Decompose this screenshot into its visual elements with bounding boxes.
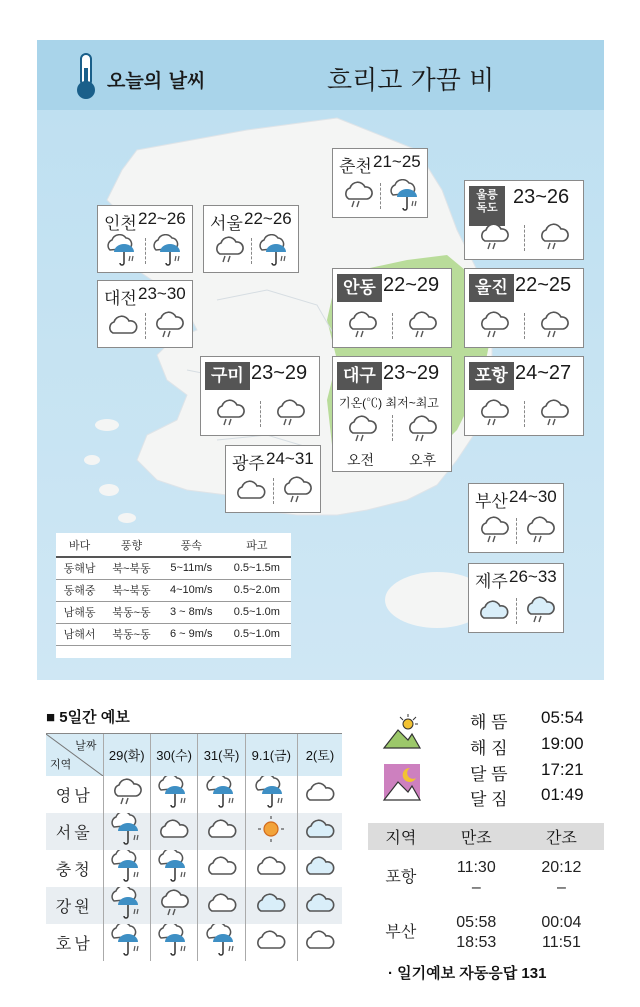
cloud-rain-icon: [157, 887, 191, 919]
page-title: 오늘의 날씨: [107, 70, 206, 92]
sea-header: 풍속: [160, 533, 223, 557]
rain-umbrella-icon: [104, 234, 140, 268]
table-row: [46, 924, 342, 961]
rain-umbrella-icon: [205, 924, 239, 956]
sea-conditions-table: [56, 533, 291, 658]
city-name: 대구: [337, 362, 382, 390]
city-card-uljin: [464, 268, 584, 348]
forecast-cell: [198, 813, 245, 850]
legend-temp-label: 기온(℃) 최저~최고: [339, 396, 439, 410]
cloud-icon: [205, 887, 239, 919]
partly-cloudy-icon: [254, 887, 288, 919]
forecast-cell: [245, 850, 297, 887]
table-row: [56, 557, 291, 579]
legend-am-label: 오전: [347, 452, 375, 468]
table-row: [46, 776, 342, 813]
forecast-cell: [103, 776, 150, 813]
five-day-forecast-table: [46, 733, 342, 961]
cloud-rain-icon: [273, 397, 307, 429]
forecast-cell: [198, 850, 245, 887]
cloud-icon: [254, 850, 288, 882]
table-row: [56, 601, 291, 623]
city-card-gwangju: [225, 445, 321, 513]
city-temp: 23~30: [138, 284, 186, 303]
forecast-cell: [103, 924, 150, 961]
sea-cell: 0.5~1.5m: [223, 557, 291, 579]
sunset-label: 해 짐: [470, 739, 508, 758]
forecast-day-header: 31(목): [198, 734, 245, 776]
forecast-cell: [297, 776, 342, 813]
moonrise-icon: [382, 762, 422, 802]
city-temp: 23~26: [513, 186, 570, 208]
partly-cloudy-icon: [303, 850, 337, 882]
cloud-icon: [303, 924, 337, 956]
forecast-cell: [150, 850, 197, 887]
forecast-cell: [150, 813, 197, 850]
city-card-pohang: [464, 356, 584, 436]
city-name: 포항: [469, 362, 514, 390]
forecast-cell: [297, 850, 342, 887]
corner-region-label: 지역: [50, 758, 72, 771]
cloud-rain-icon: [345, 413, 379, 445]
city-card-seoul: [203, 205, 299, 273]
city-name: 안동: [337, 274, 382, 302]
cloud-rain-icon: [110, 776, 144, 808]
forecast-cell: [150, 776, 197, 813]
rain-umbrella-icon: [256, 234, 292, 268]
sea-header: 파고: [223, 533, 291, 557]
table-row: [368, 906, 604, 960]
forecast-day-header: 2(토): [297, 734, 342, 776]
sea-cell: 북동~동: [103, 601, 160, 623]
rain-umbrella-icon: [387, 179, 423, 213]
moonrise-label: 달 뜸: [470, 765, 508, 784]
city-card-gumi: [200, 356, 320, 436]
cloud-icon: [303, 776, 337, 808]
sea-cell: 남해동: [56, 601, 103, 623]
partly-cloudy-icon: [303, 887, 337, 919]
city-name: 제주: [475, 572, 508, 591]
sea-cell: 북~북동: [103, 579, 160, 601]
sea-header: 풍향: [103, 533, 160, 557]
forecast-region: 충청: [55, 861, 93, 879]
sea-cell: 동해남: [56, 557, 103, 579]
city-temp: 22~25: [515, 274, 572, 296]
table-row: [56, 579, 291, 601]
tide-table: [368, 823, 604, 960]
city-card-ulleung: [464, 180, 584, 260]
sea-cell: 0.5~1.0m: [223, 601, 291, 623]
city-name: 구미: [205, 362, 250, 390]
forecast-region: 강원: [46, 887, 103, 924]
tide-header: 간조: [519, 823, 604, 850]
cloud-rain-icon: [341, 179, 375, 211]
city-card-daegu: [332, 356, 452, 472]
cloud-rain-icon: [537, 397, 571, 429]
forecast-cell: [245, 924, 297, 961]
tide-header: 지역: [368, 823, 434, 850]
sunrise-time: 05:54: [541, 708, 584, 727]
sea-cell: 남해서: [56, 623, 103, 645]
forecast-cell: [103, 887, 150, 924]
phone-service-note: · 일기예보 자동응답 131: [388, 965, 547, 982]
sea-cell: 4~10m/s: [160, 579, 223, 601]
forecast-cell: [297, 924, 342, 961]
city-temp: 24~30: [509, 487, 557, 506]
sunrise-label: 해 뜸: [470, 713, 508, 732]
cloud-rain-icon: [405, 309, 439, 341]
cloud-rain-icon: [405, 413, 439, 445]
weather-headline: 흐리고 가끔 비: [327, 66, 495, 96]
city-temp: 21~25: [373, 152, 421, 171]
city-name: 부산: [475, 492, 508, 511]
rain-umbrella-icon: [110, 813, 144, 845]
city-name: 춘천: [339, 157, 372, 176]
tide-high: 05:58 18:53: [456, 914, 497, 951]
city-card-busan: [468, 483, 564, 553]
forecast-day-header: 29(화): [103, 734, 150, 776]
forecast-cell: [198, 887, 245, 924]
table-row: [56, 623, 291, 645]
city-temp: 23~29: [251, 362, 308, 384]
thermometer-icon: [73, 52, 99, 100]
sea-cell: 0.5~2.0m: [223, 579, 291, 601]
city-temp: 22~26: [244, 209, 292, 228]
city-temp: 23~29: [383, 362, 440, 384]
cloud-rain-icon: [213, 397, 247, 429]
forecast-cell: [297, 887, 342, 924]
corner-day-label: 날짜: [75, 740, 97, 752]
rain-umbrella-icon: [157, 850, 191, 882]
table-row: [368, 850, 604, 906]
cloud-icon: [106, 309, 140, 341]
city-name: 서울: [210, 214, 243, 233]
city-temp: 26~33: [509, 567, 557, 586]
rain-umbrella-icon: [110, 924, 144, 956]
forecast-cell: [103, 813, 150, 850]
cloud-rain-icon: [212, 234, 246, 266]
tide-region: 부산: [385, 924, 417, 941]
cloud-icon: [157, 813, 191, 845]
cloud-rain-icon: [477, 221, 511, 253]
sea-cell: 북~북동: [103, 557, 160, 579]
rain-umbrella-icon: [110, 850, 144, 882]
forecast-cell: [103, 850, 150, 887]
cloud-rain-icon: [345, 309, 379, 341]
city-card-jeju: [468, 563, 564, 633]
tide-region: 포항: [385, 869, 417, 886]
forecast-cell: [150, 887, 197, 924]
cloud-icon: [205, 813, 239, 845]
rain-umbrella-icon: [157, 924, 191, 956]
forecast-cell: [245, 887, 297, 924]
moonset-label: 달 짐: [470, 790, 508, 809]
cloud-rain-sun-icon: [523, 594, 557, 626]
forecast-day-header: 9.1(금): [245, 734, 297, 776]
cloud-rain-icon: [280, 474, 314, 506]
cloud-icon: [254, 924, 288, 956]
tide-low: 20:12 –: [541, 859, 582, 896]
sea-cell: 동해중: [56, 579, 103, 601]
map-header: [37, 40, 604, 110]
forecast-title: ■ 5일간 예보: [46, 709, 130, 726]
rain-umbrella-icon: [254, 776, 288, 808]
forecast-cell: [198, 776, 245, 813]
forecast-region: 호남: [55, 935, 93, 953]
city-card-daejeon: [97, 280, 193, 348]
cloud-rain-icon: [477, 309, 511, 341]
city-temp: 24~27: [515, 362, 572, 384]
city-name: 인천: [104, 214, 137, 233]
forecast-day-header: 30(수): [150, 734, 197, 776]
cloud-rain-icon: [477, 514, 511, 546]
sunrise-icon: [382, 712, 422, 752]
cloud-icon: [205, 850, 239, 882]
table-row: [46, 813, 342, 850]
weather-map-panel: [37, 40, 604, 680]
city-temp: 22~26: [138, 209, 186, 228]
city-temp: 24~31: [266, 449, 314, 468]
city-name: 울진: [469, 274, 514, 302]
legend-pm-label: 오후: [409, 452, 437, 468]
city-name: 울릉 독도: [469, 186, 505, 226]
city-temp: 22~29: [383, 274, 440, 296]
city-name: 광주: [232, 454, 265, 473]
rain-umbrella-icon: [110, 887, 144, 919]
cloud-icon: [234, 474, 268, 506]
sea-cell: 0.5~1.0m: [223, 623, 291, 645]
rain-umbrella-icon: [205, 776, 239, 808]
tide-header: 만조: [434, 823, 519, 850]
sea-cell: 6 ~ 9m/s: [160, 623, 223, 645]
moonrise-time: 17:21: [541, 760, 584, 779]
cloud-rain-icon: [477, 397, 511, 429]
cloud-rain-icon: [537, 309, 571, 341]
sun-icon: [254, 813, 288, 845]
tide-high: 11:30 –: [456, 859, 496, 896]
partly-cloudy-icon: [303, 813, 337, 845]
table-row: [46, 850, 342, 887]
cloud-rain-icon: [152, 309, 186, 341]
city-name: 대전: [104, 289, 137, 308]
rain-umbrella-icon: [157, 776, 191, 808]
forecast-cell: [150, 924, 197, 961]
forecast-region: 서울: [46, 813, 103, 850]
forecast-region: 영남: [55, 787, 93, 805]
moonset-time: 01:49: [541, 785, 584, 804]
sea-cell: 북동~동: [103, 623, 160, 645]
cloud-rain-icon: [537, 221, 571, 253]
city-card-andong: [332, 268, 452, 348]
table-row: [46, 887, 342, 924]
forecast-cell: [198, 924, 245, 961]
sea-cell: 3 ~ 8m/s: [160, 601, 223, 623]
forecast-cell: [245, 776, 297, 813]
forecast-cell: [297, 813, 342, 850]
partly-cloudy-icon: [477, 594, 511, 626]
forecast-cell: [245, 813, 297, 850]
sea-cell: 5~11m/s: [160, 557, 223, 579]
city-card-incheon: [97, 205, 193, 273]
rain-umbrella-icon: [150, 234, 186, 268]
sea-header: 바다: [56, 533, 103, 557]
forecast-corner-cell: [46, 734, 103, 776]
city-card-chuncheon: [332, 148, 428, 218]
sunset-time: 19:00: [541, 734, 584, 753]
cloud-rain-icon: [523, 514, 557, 546]
tide-low: 00:04 11:51: [541, 914, 582, 951]
